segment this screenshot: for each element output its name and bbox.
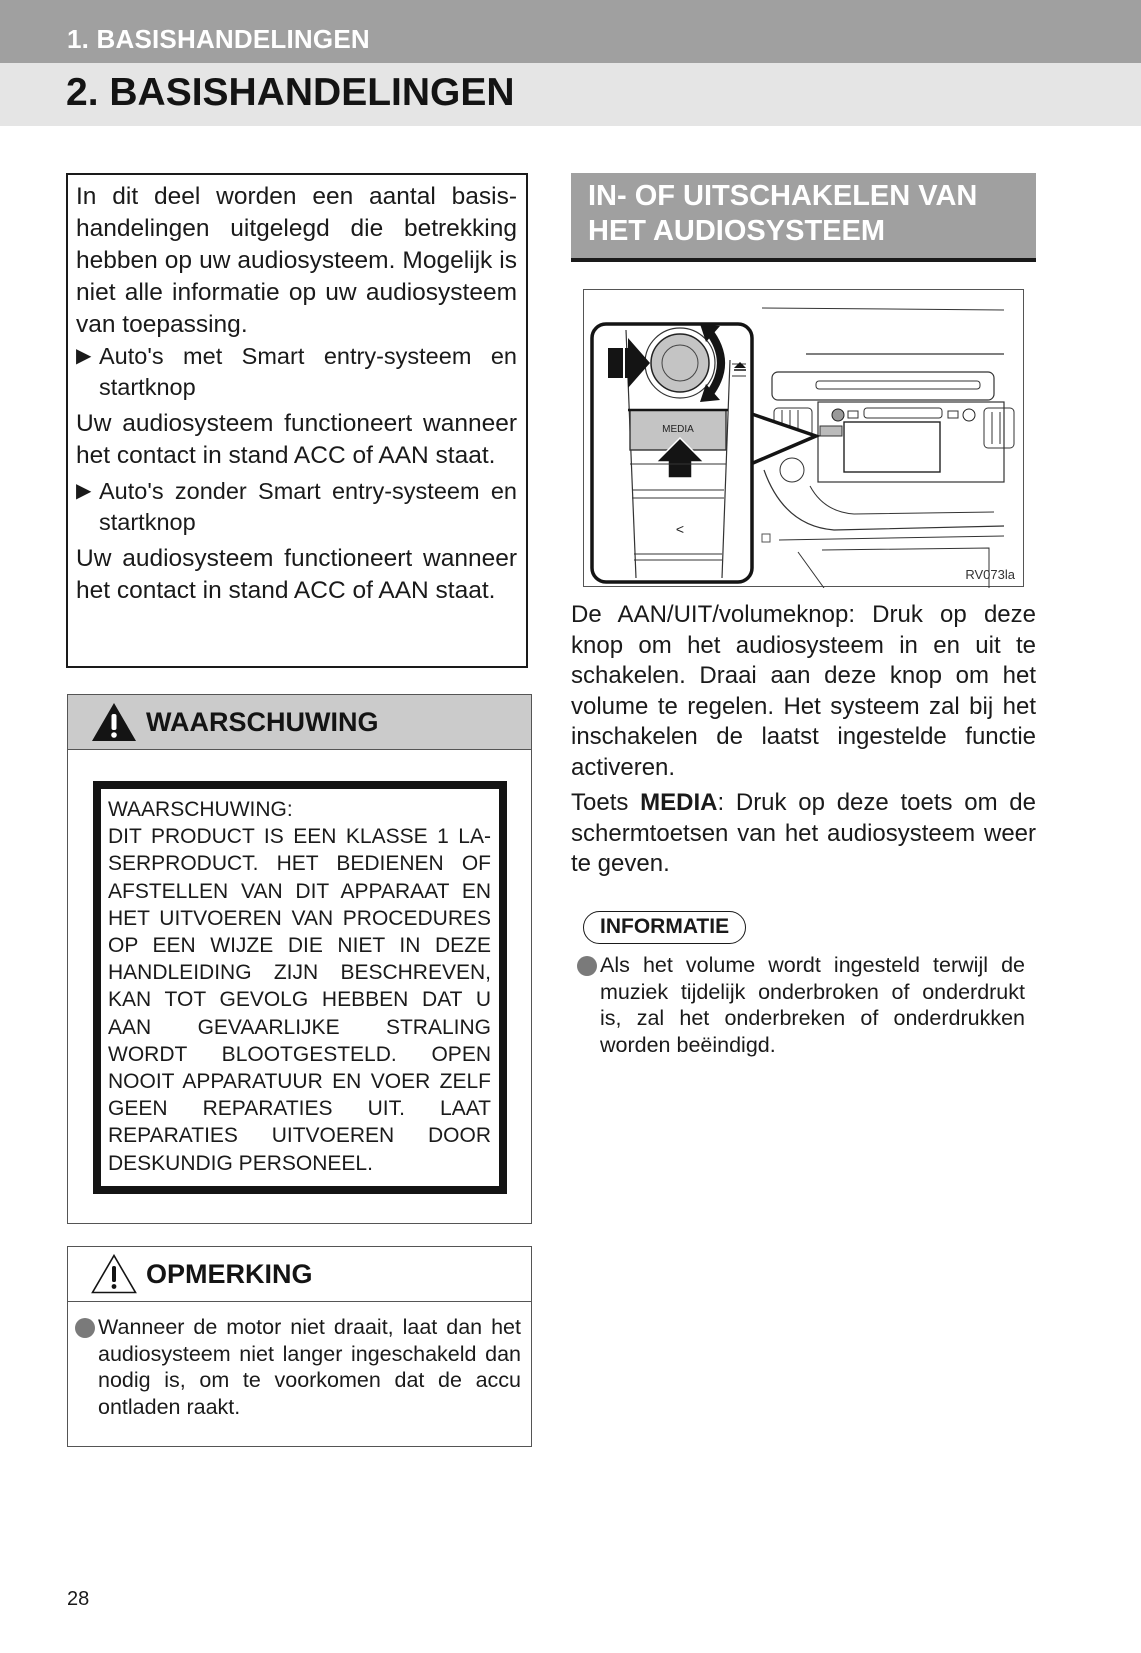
subsection-heading-line: HET AUDIOSYSTEEM <box>588 215 886 247</box>
bullet-dot-icon <box>577 956 597 976</box>
page-number: 28 <box>67 1588 90 1610</box>
chapter-band <box>0 0 1141 63</box>
intro-item-text: Uw audiosysteem functioneert wanneer het contact in stand ACC of AAN staat. <box>76 410 517 469</box>
knob-description <box>571 600 1036 783</box>
laser-label-heading: WAARSCHUWING: <box>108 798 293 821</box>
figure-code: RV073la <box>965 567 1015 582</box>
section-band <box>0 63 1141 126</box>
intro-item-text: Uw audiosysteem functioneert wanneer het contact in stand ACC of AAN staat. <box>76 545 517 604</box>
warning-box <box>67 694 532 1224</box>
knob-description-text: De AAN/UIT/volumeknop: Druk op deze knop om het audiosysteem in en uit te schakelen. Draai aan deze knop om het volume te regelen. Het systeem zal bij het inschakelen de laatst ingestelde functie activeren. <box>571 601 1036 781</box>
triangle-right-icon: ▶ <box>76 345 92 367</box>
note-header <box>68 1247 531 1302</box>
media-description-text <box>571 788 1036 880</box>
intro-paragraph: In dit deel worden een aantal basishandelingen uitgelegd die betrekking hebben op uw audiosysteem. Mogelijk is niet alle informatie op uw audiosysteem van toepassing. <box>76 183 517 338</box>
media-button-label: MEDIA <box>662 424 694 435</box>
warning-filled-icon <box>91 702 137 742</box>
warning-outline-icon <box>91 1254 137 1294</box>
chapter-title: 1. BASISHANDELINGEN <box>67 24 370 54</box>
warning-title: WAARSCHUWING <box>146 706 379 737</box>
note-title: OPMERKING <box>146 1258 313 1289</box>
media-description <box>571 788 1036 880</box>
info-item: Als het volume wordt ingesteld terwijl de muziek tijdelijk onderbroken of onderdrukt is, zal het onderbreken of onderdrukken worden beëindigd. <box>577 952 1025 1058</box>
warning-header <box>68 695 531 750</box>
subsection-heading-line: IN- OF UITSCHAKELEN VAN <box>588 180 978 212</box>
section-title: 2. BASISHANDELINGEN <box>66 71 515 114</box>
media-keyword: MEDIA <box>640 789 718 816</box>
audio-panel-illustration <box>583 289 1024 587</box>
triangle-right-icon: ▶ <box>76 480 92 502</box>
note-box <box>67 1246 532 1447</box>
media-prefix: Toets <box>571 789 641 816</box>
note-item: Wanneer de motor niet draait, laat dan het audiosysteem niet langer ingeschakeld dan nodig is, om te voorkomen dat de accu ontladen raakt. <box>68 1302 531 1420</box>
intro-box <box>66 173 528 668</box>
intro-item-title: ▶ Auto's zonder Smart entry-systeem en startknop <box>76 476 517 537</box>
intro-item-title: ▶ Auto's met Smart entry-systeem en startknop <box>76 341 517 402</box>
subsection-heading <box>571 173 1036 262</box>
laser-label-text: DIT PRODUCT IS EEN KLASSE 1 LASERPRODUCT. HET BEDIENEN OF AFSTELLEN VAN DIT APPARAAT EN HET UITVOEREN VAN PROCEDURES OP EEN WIJZE DIE NIET IN DEZE HANDLEIDING ZIJN BESCHREVEN, KAN TOT GEVOLG HEBBEN DAT U AAN GEVAARLIJKE STRALING WORDT BLOOTGESTELD. OPEN NOOIT APPARATUUR EN VOER ZELF GEEN REPARATIES UIT. LAAT REPARATIES UITVOEREN DOOR DESKUNDIG PERSONEEL. <box>108 825 491 1175</box>
back-button-glyph: < <box>675 521 685 537</box>
dashboard-drawing <box>584 290 1025 588</box>
media-suffix: : Druk op deze toets om de schermtoetsen van het audiosysteem weer te geven. <box>571 789 1037 877</box>
laser-warning-label <box>93 781 507 1194</box>
info-label: INFORMATIE <box>583 911 746 944</box>
bullet-dot-icon <box>75 1318 95 1338</box>
